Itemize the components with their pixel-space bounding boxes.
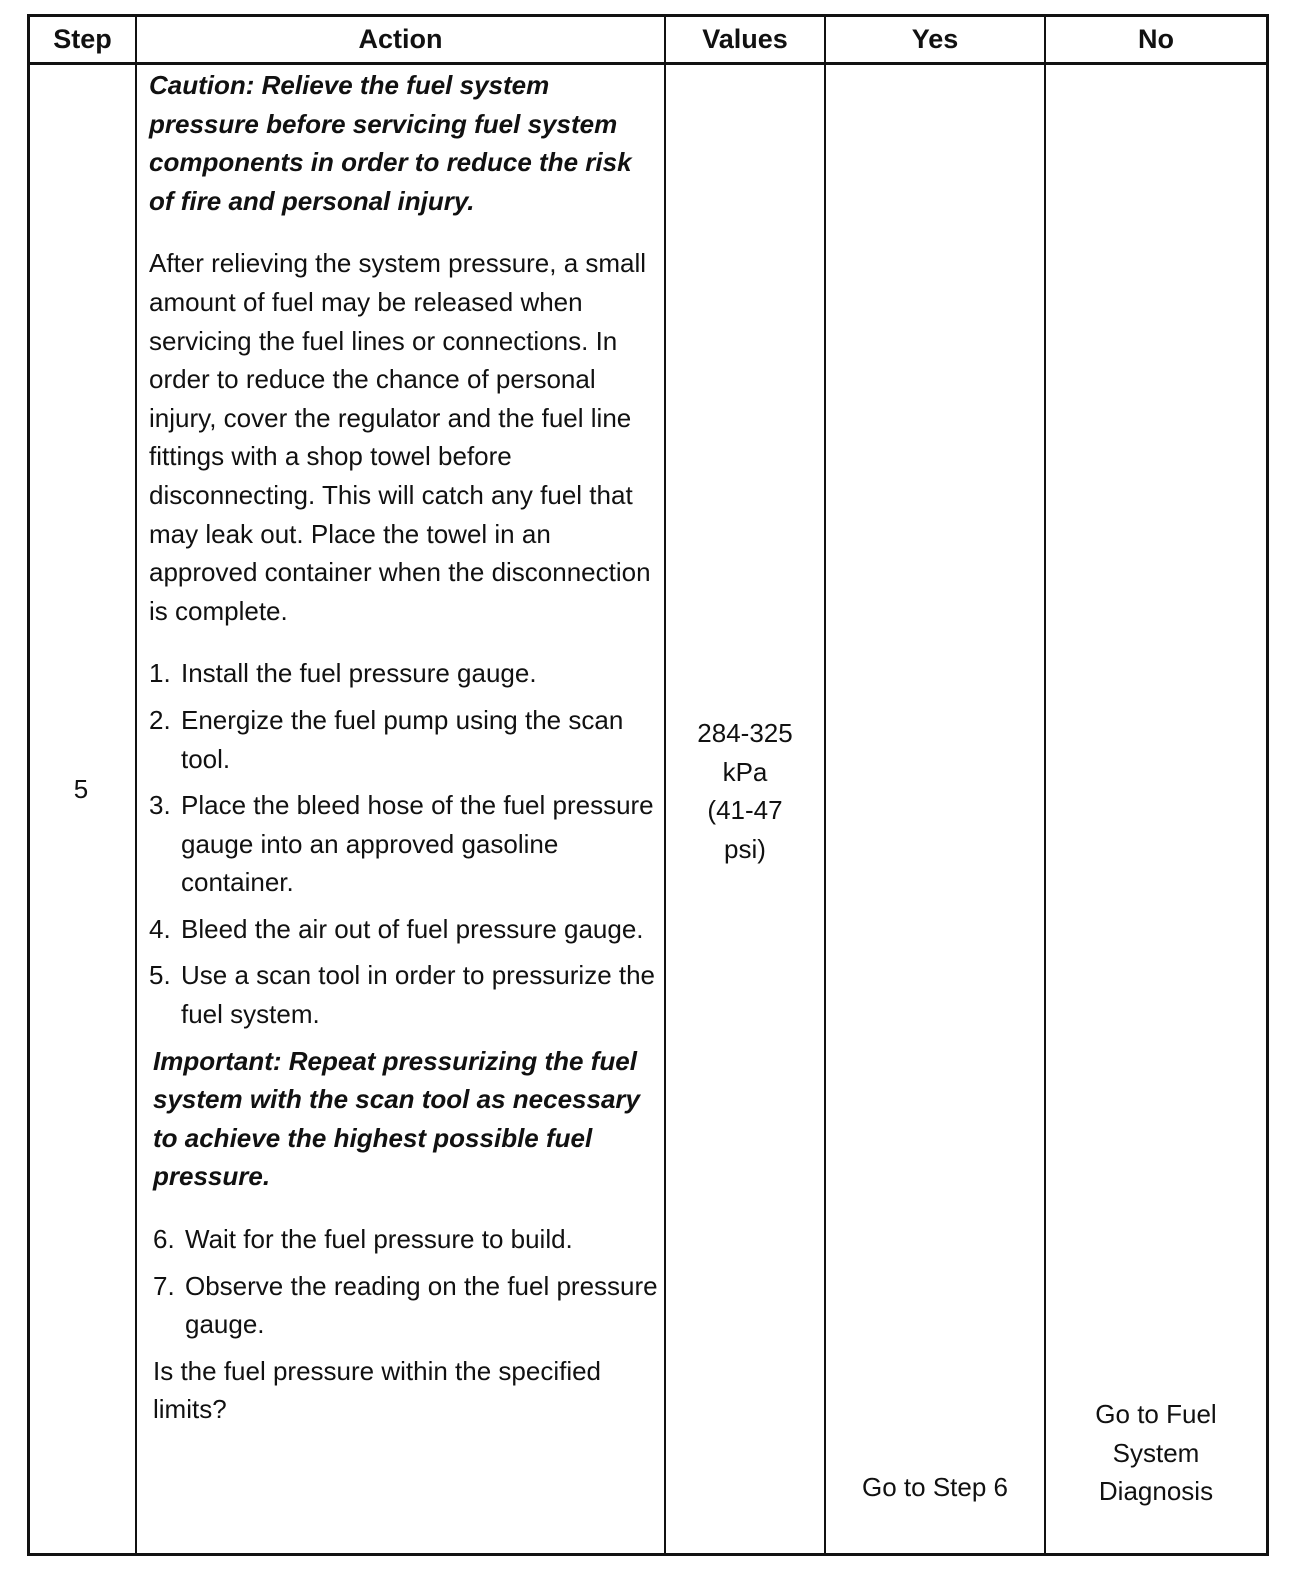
list-item-number: 3. [149, 790, 171, 821]
list-item-number: 2. [149, 704, 171, 735]
step-number: 5 [73, 774, 89, 804]
procedure-list [153, 1220, 659, 1344]
list-item [149, 654, 659, 693]
list-item-number: 1. [149, 658, 171, 689]
no-line: Go to Fuel [1095, 1399, 1217, 1429]
list-item-text: Place the bleed hose of the fuel pressure gauge into an approved gasoline container. [181, 790, 654, 898]
value-line: psi) [724, 833, 766, 864]
list-item-text: Energize the fuel pump using the scan tool. [181, 704, 624, 774]
list-item-text: Observe the reading on the fuel pressure gauge. [185, 1270, 658, 1340]
list-item [153, 1267, 659, 1344]
column-divider [1044, 14, 1046, 1556]
header-values: Values [702, 23, 788, 54]
list-item-text: Wait for the fuel pressure to build. [185, 1224, 573, 1255]
list-item [153, 1220, 659, 1259]
no-line: Diagnosis [1098, 1476, 1214, 1507]
column-divider [824, 14, 826, 1556]
list-item-text: Bleed the air out of fuel pressure gauge. [181, 913, 644, 944]
action-cell [149, 66, 659, 1429]
list-item [149, 701, 659, 778]
list-item-number: 6. [153, 1224, 175, 1255]
list-item [149, 956, 659, 1033]
header-step: Step [53, 23, 112, 54]
procedure-list [149, 654, 659, 1033]
no-line: System [1112, 1437, 1200, 1468]
instruction-paragraph: After relieving the system pressure, a small amount of fuel may be released when servicing the fuel lines or connections. In order to reduce the chance of personal injury, cover the regulator and the fuel line fittings with a shop towel before disconnecting. This will catch any fuel that may leak out. Place the towel in an approved container when the disconnection is complete. [149, 248, 651, 626]
important-note: Important: Repeat pressurizing the fuel system with the scan tool as necessary to achieve the highest possible fuel pressure. [153, 1045, 640, 1192]
list-item-number: 7. [153, 1270, 175, 1301]
table-bottom-border [27, 1553, 1269, 1556]
header-action: Action [358, 23, 443, 54]
question-text: Is the fuel pressure within the specified limits? [153, 1355, 602, 1425]
list-item-number: 4. [149, 913, 171, 944]
table-right-border [1266, 14, 1269, 1556]
value-line: kPa [722, 756, 768, 787]
no-cell [1047, 1395, 1265, 1511]
yes-cell: Go to Step 6 [862, 1472, 1008, 1502]
list-item-text: Install the fuel pressure gauge. [181, 658, 537, 689]
header-yes: Yes [911, 23, 959, 54]
header-bottom-border [27, 62, 1269, 65]
list-item [149, 786, 659, 902]
value-line: (41-47 [707, 795, 783, 826]
list-item-text: Use a scan tool in order to pressurize the fuel system. [181, 960, 656, 1030]
list-item-number: 5. [149, 960, 171, 991]
diagnostic-table [27, 14, 1269, 1556]
header-no: No [1138, 23, 1174, 54]
column-divider [664, 14, 666, 1556]
column-divider [135, 14, 137, 1556]
values-cell [667, 714, 823, 868]
value-line: 284-325 [697, 718, 793, 748]
list-item [149, 910, 659, 949]
caution-note: Caution: Relieve the fuel system pressure before servicing fuel system components in order to reduce the risk of fire and personal injury. [149, 70, 632, 216]
